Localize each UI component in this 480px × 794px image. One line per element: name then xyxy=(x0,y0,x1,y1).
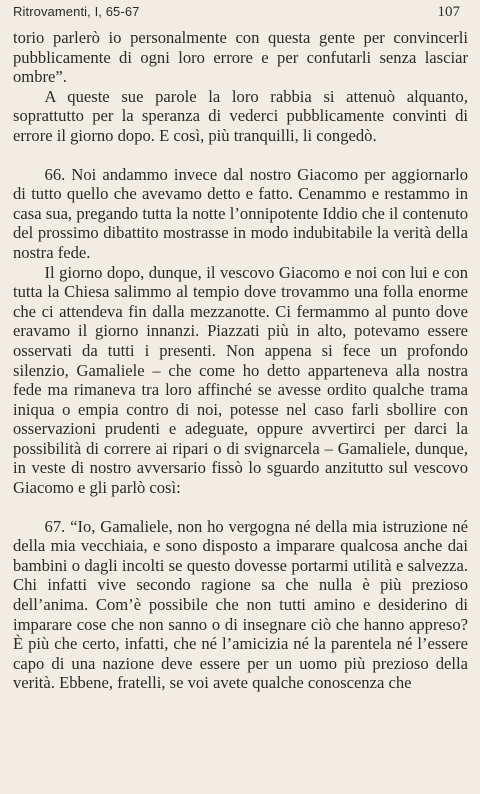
paragraph: Il giorno dopo, dunque, il vescovo Giacomo e noi con lui e con tutta la Chiesa salimmo al tempio dove trovammo una folla enorme che ci attendeva fin dalla mezzanotte. Ci fermammo al punto dove eravamo il giorno innanzi. Piazzati più in alto, potevamo essere osservati da tutti i presenti. Non appena si fece un profondo silenzio, Gamaliele – che come ho detto apparteneva alla nostra fede ma rimaneva tra loro affinché se avesse ordito qualche trama iniqua o empia contro di noi, potesse nel caso farli sbollire con osservazioni prudenti e adeguate, oppure avvertirci per darci la possibilità di correre ai ripari o di svignarcela – Gamaliele, dunque, in veste di nostro avversario fissò lo sguardo anzitutto sul vescovo Giacomo e gli parlò così: xyxy=(13,262,468,498)
running-head-title: Ritrovamenti, I, 65-67 xyxy=(13,4,140,19)
page-number: 107 xyxy=(437,4,460,20)
body-text xyxy=(13,28,468,693)
running-head xyxy=(13,4,468,26)
paragraph-section-66: 66. Noi andammo invece dal nostro Giacomo per aggiornarlo di tutto quello che avevamo detto e fatto. Cenammo e restammo in casa sua, pregando tutta la notte l’onnipotente Iddio che il contenuto del prossimo dibattito mostrasse in modo indubitabile la verità della nostra fede. xyxy=(13,164,468,262)
paragraph: A queste sue parole la loro rabbia si attenuò alquanto, soprattutto per la speranza di vederci pubblicamente convinti di errore il giorno dopo. E così, più tranquilli, li congedò. xyxy=(13,86,468,145)
paragraph-continuation: torio parlerò io personalmente con questa gente per convincerli pubblicamente di ogni loro errore e per confutarli senza lasciar ombre”. xyxy=(13,28,468,87)
paragraph-section-67: 67. “Io, Gamaliele, non ho vergogna né della mia istruzione né della mia vecchiaia, e sono disposto a imparare qualcosa anche dai bambini o dagli incolti se questo dovesse portarmi utilità e salvezza. Chi infatti vive secondo ragione sa che nulla è più prezioso dell’anima. Com’è possibile che non tutti amino e desiderino di imparare cose che non sanno o di insegnare ciò che hanno appreso? È più che certo, infatti, che né l’amicizia né la parentela né l’essere capo di una nazione deve essere per un uomo più prezioso della verità. Ebbene, fratelli, se voi avete qualche conoscenza che xyxy=(13,516,468,693)
